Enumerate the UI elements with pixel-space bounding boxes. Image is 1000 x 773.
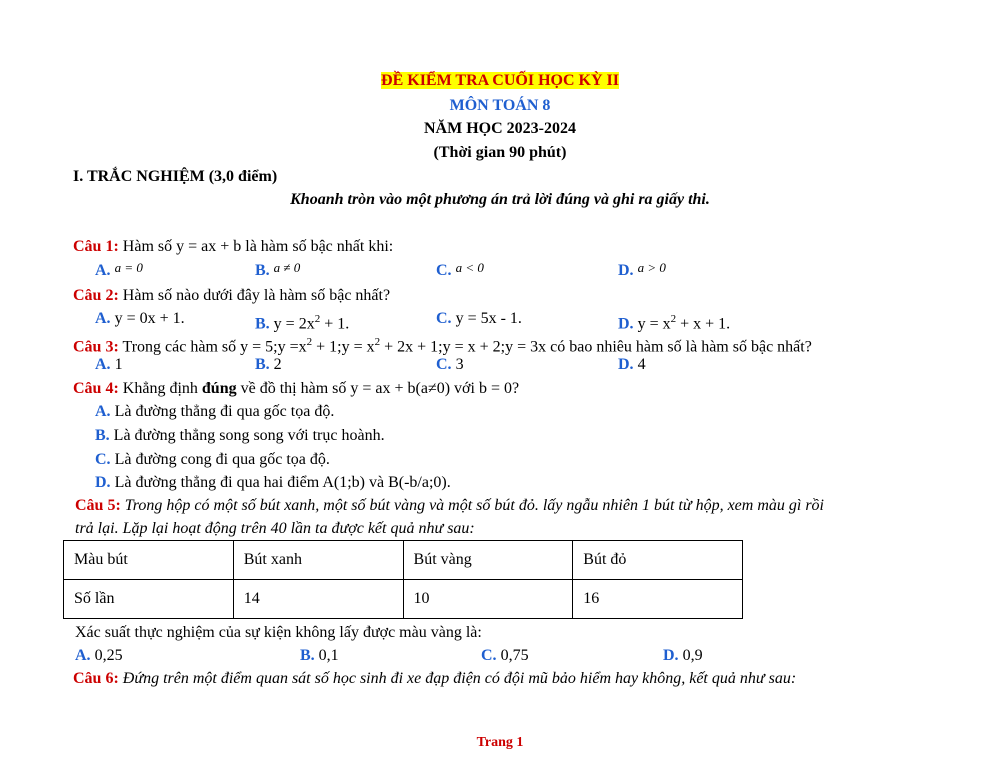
q1-option-b: B. a ≠ 0 (255, 260, 301, 279)
question-label: Câu 1: (73, 238, 119, 255)
table-row (64, 580, 743, 619)
q1-option-a: A. a = 0 (95, 260, 143, 279)
page-number: Trang 1 (476, 735, 524, 750)
result-table (63, 540, 743, 619)
q3-option-c: C. 3 (436, 356, 464, 373)
q5-option-a: A. 0,25 (75, 647, 123, 664)
table-cell: Bút xanh (233, 541, 403, 580)
exam-title: ĐỀ KIỂM TRA CUỐI HỌC KỲ II (381, 72, 619, 89)
question-5-prompt: Xác suất thực nghiệm của sự kiện không lấy được màu vàng là: (75, 624, 482, 641)
table-cell: 14 (233, 580, 403, 619)
q4-option-d: D. Là đường thẳng đi qua hai điểm A(1;b) và B(-b/a;0). (95, 474, 451, 491)
question-3: Câu 3: Trong các hàm số y = 5;y $=x^2$ + 1;y = $x^2 + 2x$ + 1;y = x + 2;y = 3x có bao nhiêu hàm số là hàm số bậc nhất? (73, 336, 812, 356)
exam-year: NĂM HỌC 2023-2024 (424, 120, 576, 137)
q2-option-b: B. $y = 2x^2 + 1$. (255, 313, 350, 333)
table-cell: 16 (573, 580, 743, 619)
question-5-line2: trả lại. Lặp lại hoạt động trên 40 lần ta được kết quả như sau: (75, 520, 475, 537)
section-heading: I. TRẮC NGHIỆM (3,0 điểm) (73, 168, 278, 185)
q1-option-c: C. a < 0 (436, 260, 484, 279)
table-cell: Bút đỏ (573, 541, 743, 580)
table-cell: Số lần (64, 580, 234, 619)
question-5: Câu 5: Trong hộp có một số bút xanh, một số bút vàng và một số bút đỏ. lấy ngẫu nhiên 1 bút từ hộp, xem màu gì rồi (75, 497, 824, 514)
table-cell: Màu bút (64, 541, 234, 580)
q2-option-a: A. y = 0x + 1. (95, 310, 185, 327)
q3-option-d: D. 4 (618, 356, 646, 373)
q3-option-b: B. 2 (255, 356, 282, 373)
section-instruction: Khoanh tròn vào một phương án trả lời đúng và ghi ra giấy thi. (290, 191, 710, 208)
question-6: Câu 6: Đứng trên một điểm quan sát số học sinh đi xe đạp điện có đội mũ bảo hiểm hay không, kết quả như sau: (73, 670, 797, 687)
table-cell: 10 (403, 580, 573, 619)
exam-subject: MÔN TOÁN 8 (449, 97, 551, 114)
q3-option-a: A. 1 (95, 356, 123, 373)
q5-option-b: B. 0,1 (300, 647, 339, 664)
q4-option-b: B. Là đường thẳng song song với trục hoành. (95, 427, 385, 444)
question-2: Câu 2: Hàm số nào dưới đây là hàm số bậc nhất? (73, 287, 391, 304)
question-text: Hàm số y = ax + b là hàm số bậc nhất khi: (122, 238, 394, 255)
q4-option-c: C. Là đường cong đi qua gốc tọa độ. (95, 451, 330, 468)
q5-option-c: C. 0,75 (481, 647, 529, 664)
q1-option-d: D. a > 0 (618, 260, 666, 279)
question-4: Câu 4: Khẳng định đúng về đồ thị hàm số y = ax + b(a≠0) với b = 0? (73, 380, 520, 397)
q5-option-d: D. 0,9 (663, 647, 703, 664)
table-cell: Bút vàng (403, 541, 573, 580)
question-1 (73, 236, 393, 258)
q2-option-c: C. y = 5x - 1. (436, 310, 522, 327)
q2-option-d: D. $y = x^2 + x + 1$. (618, 313, 731, 333)
exam-duration: (Thời gian 90 phút) (433, 144, 567, 161)
q4-option-a: A. Là đường thẳng đi qua gốc tọa độ. (95, 403, 335, 420)
table-row (64, 541, 743, 580)
